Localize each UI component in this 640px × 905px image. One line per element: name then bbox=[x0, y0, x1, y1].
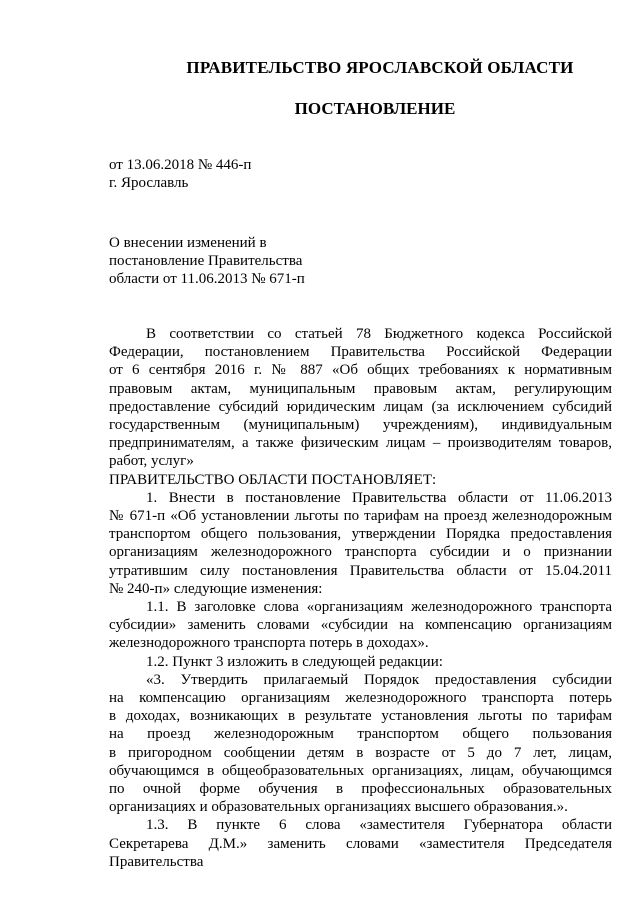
city: г. Ярославль bbox=[109, 175, 189, 191]
body-line: государственным (муниципальным) учреждениям), индивидуальным bbox=[109, 417, 612, 434]
date-number: от 13.06.2018 № 446-п bbox=[109, 157, 252, 173]
body-line: предоставление субсидий юридическим лицам (за исключением субсидий bbox=[109, 398, 612, 415]
organization-title: ПРАВИТЕЛЬСТВО ЯРОСЛАВСКОЙ ОБЛАСТИ bbox=[186, 58, 574, 77]
body-line: в пригородном сообщении детям в возрасте от 5 до 7 лет, лицам, bbox=[109, 744, 612, 761]
body-line: «3. Утвердить прилагаемый Порядок предоставления субсидии bbox=[146, 671, 612, 688]
body-line: на проезд железнодорожным транспортом общего пользования bbox=[109, 726, 612, 743]
body-line: ПРАВИТЕЛЬСТВО ОБЛАСТИ ПОСТАНОВЛЯЕТ: bbox=[109, 471, 437, 488]
body-line: 1.3. В пункте 6 слова «заместителя Губернатора области bbox=[146, 817, 612, 834]
body-line: от 6 сентября 2016 г. № 887 «Об общих требованиях к нормативным bbox=[109, 362, 612, 379]
body-line: утратившим силу постановления Правительства области от 15.04.2011 bbox=[109, 562, 612, 579]
body-line: Федерации, постановлением Правительства Российской Федерации bbox=[109, 344, 612, 361]
body-line: в доходах, возникающих в результате установления льготы по тарифам bbox=[109, 708, 612, 725]
body-line: 1. Внести в постановление Правительства области от 11.06.2013 bbox=[146, 489, 612, 506]
body-line: № 240-п» следующие изменения: bbox=[109, 580, 323, 597]
body-line: железнодорожного транспорта потерь в доходах». bbox=[109, 635, 429, 652]
body-line: транспортом общего пользования, утверждении Порядка предоставления bbox=[109, 526, 612, 543]
body-line: субсидии» заменить словами «субсидии на компенсацию организациям bbox=[109, 617, 612, 634]
body-line: В соответствии со статьей 78 Бюджетного кодекса Российской bbox=[146, 326, 612, 342]
body-line: работ, услуг» bbox=[109, 453, 194, 470]
body-line: на компенсацию организациям железнодорожного транспорта потерь bbox=[109, 690, 612, 707]
body-line: обучающимся в общеобразовательных организациях, лицам, обучающимся bbox=[109, 762, 612, 779]
body-line: 1.2. Пункт 3 изложить в следующей редакции: bbox=[146, 653, 443, 670]
body-line: 1.1. В заголовке слова «организациям железнодорожного транспорта bbox=[146, 599, 612, 616]
body-line: организациям железнодорожного транспорта субсидии и о признании bbox=[109, 544, 612, 561]
subject-line: области от 11.06.2013 № 671-п bbox=[109, 271, 305, 287]
body-line: Секретарева Д.М.» заменить словами «заместителя Председателя Правительства bbox=[109, 835, 612, 870]
body-line: организациях и образовательных организациях высшего образования.». bbox=[109, 799, 568, 816]
document-type-title: ПОСТАНОВЛЕНИЕ bbox=[294, 99, 456, 118]
body-line: по очной форме обучения в профессиональных образовательных bbox=[109, 781, 612, 798]
body-line: правовым актам, муниципальным правовым актам, регулирующим bbox=[109, 380, 612, 397]
subject-line: О внесении изменений в bbox=[109, 235, 267, 251]
document-body bbox=[109, 325, 612, 871]
body-line: № 671-п «Об установлении льготы по тарифам на проезд железнодорожным bbox=[109, 508, 612, 525]
body-line: предпринимателям, а также физическим лицам – производителям товаров, bbox=[109, 435, 612, 452]
subject-line: постановление Правительства bbox=[109, 253, 303, 269]
